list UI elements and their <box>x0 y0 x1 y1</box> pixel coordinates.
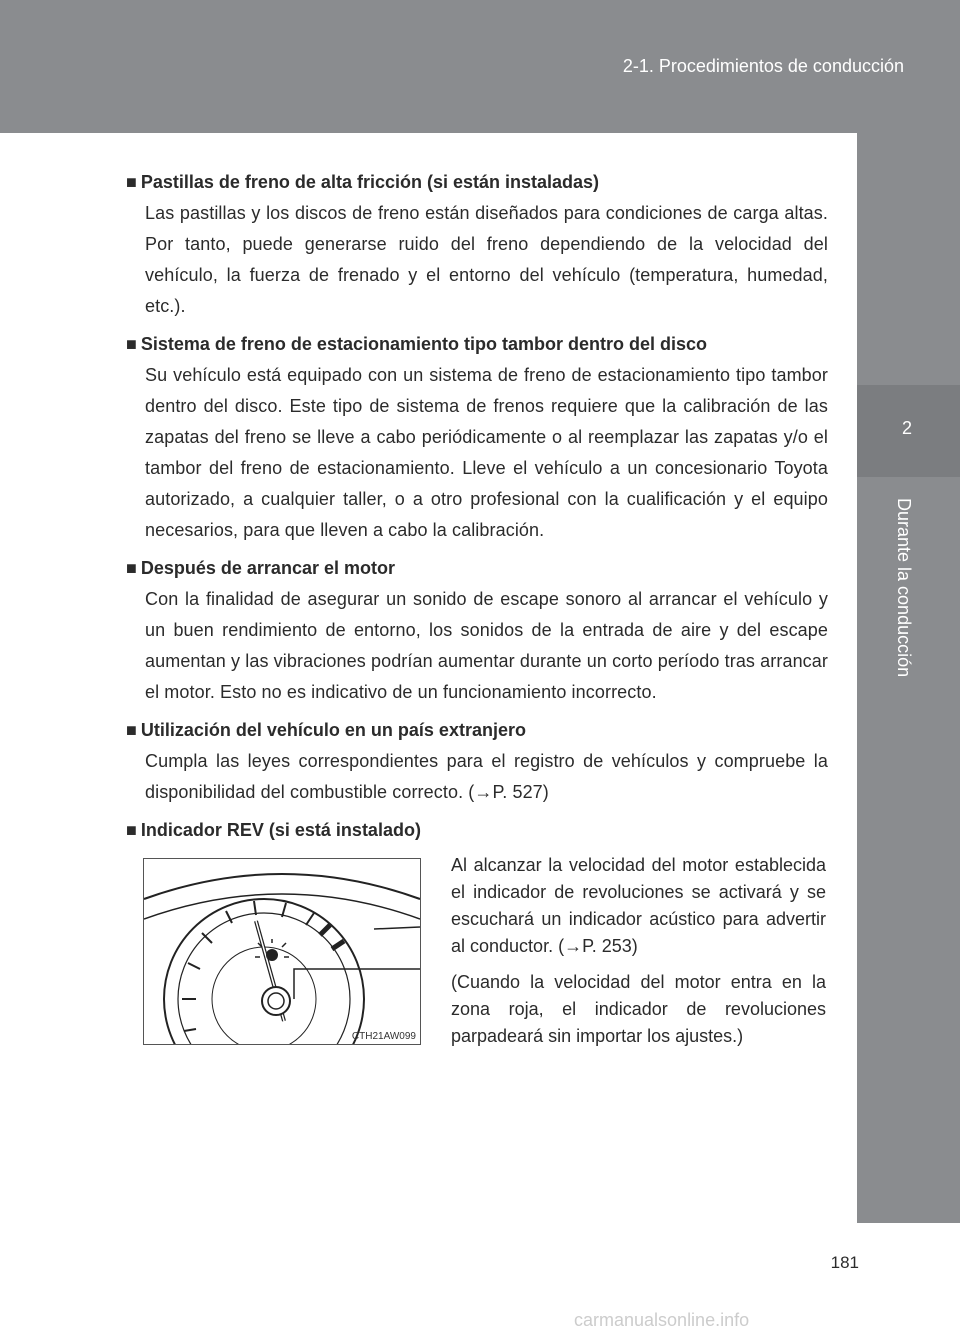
tachometer-icon <box>144 859 420 1044</box>
chapter-title: Durante la conducción <box>894 498 914 678</box>
chapter-side-tab <box>857 133 960 1223</box>
bullet-square-icon: ■ <box>126 558 137 578</box>
bullet-square-icon: ■ <box>126 820 137 840</box>
section-heading: ■ Sistema de freno de estacionamiento tipo tambor dentro del disco <box>126 334 707 354</box>
section-body: Las pastillas y los discos de freno están diseñados para condiciones de carga altas. Por tanto, puede generarse ruido del freno dependiendo de la velocidad del vehículo, la fuerza de frenado y el entorno del vehículo (temperatura, humedad, etc.). <box>145 203 828 316</box>
section-after-start <box>126 552 828 708</box>
figure-text-2: (Cuando la velocidad del motor entra en la zona roja, el indicador de revoluciones parpadeará sin importar los ajustes.) <box>451 972 826 1046</box>
section-rev-indicator <box>126 814 828 846</box>
section-parking-brake <box>126 328 828 546</box>
watermark: carmanualsonline.info <box>574 1310 750 1330</box>
page-header <box>0 0 960 133</box>
section-body: Su vehículo está equipado con un sistema de freno de estacionamiento tipo tambor dentro del disco. Este tipo de sistema de frenos requiere que la calibración de las zapatas del freno se lleve a cabo periódicamente o al reemplazar las zapatas y/o el tambor del freno de estacionamiento. Lleve el vehículo a un concesionario Toyota autorizado, a cualquier taller, o a otro profesional con la cualificación y el equipo necesarios, para que lleven a cabo la calibración. <box>145 365 828 540</box>
figure-description <box>451 852 826 1059</box>
figure-code: CTH21AW099 <box>351 1031 416 1042</box>
bullet-square-icon: ■ <box>126 334 137 354</box>
section-heading: ■ Indicador REV (si está instalado) <box>126 820 421 840</box>
section-heading: ■ Pastillas de freno de alta fricción (si están instaladas) <box>126 172 600 192</box>
section-body: Cumpla las leyes correspondientes para el registro de vehículos y compruebe la disponibilidad del combustible correcto. (→P. 527) <box>145 751 828 802</box>
chapter-number: 2 <box>901 418 912 438</box>
section-body: Con la finalidad de asegurar un sonido de escape sonoro al arrancar el vehículo y un buen rendimiento de entorno, los sonidos de la entrada de aire y del escape aumentan y las vibraciones podrían aumentar durante un corto período tras arrancar el motor. Esto no es indicativo de un funcionamiento incorrecto. <box>145 589 828 702</box>
figure-text-1: Al alcanzar la velocidad del motor establecida el indicador de revoluciones se activará y se escuchará un indicador acústico para advertir al conductor. (→P. 253) <box>451 855 826 956</box>
page-number: 181 <box>830 1253 859 1272</box>
section-heading: ■ Después de arrancar el motor <box>126 558 395 578</box>
section-heading: ■ Utilización del vehículo en un país extranjero <box>126 720 526 740</box>
bullet-square-icon: ■ <box>126 720 137 740</box>
bullet-square-icon: ■ <box>126 172 137 192</box>
main-content <box>126 166 828 852</box>
section-foreign-country <box>126 714 828 808</box>
section-title: 2-1. Procedimientos de conducción <box>622 56 904 76</box>
tachometer-illustration <box>143 858 421 1045</box>
section-brake-pads <box>126 166 828 322</box>
